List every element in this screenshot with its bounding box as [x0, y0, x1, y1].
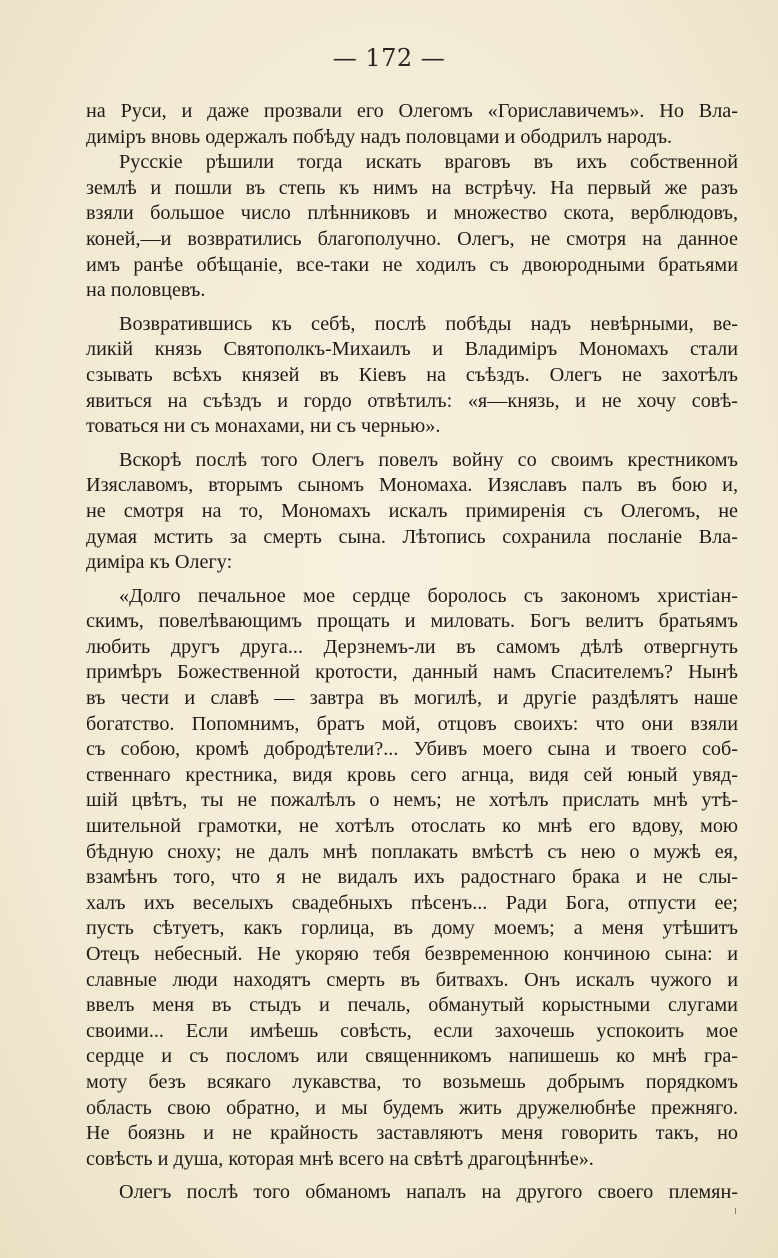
text-line: «Долго печальное мое сердце боролось съ закономъ христіан-: [119, 584, 738, 607]
text-line: шій цвѣтъ, ты не пожалѣлъ о немъ; не хотѣлъ прислать мнѣ утѣ-: [86, 789, 738, 812]
text-line: совѣсть и душа, которая мнѣ всего на свѣтѣ драгоцѣннѣе».: [86, 1147, 594, 1170]
paper-speck: [735, 1208, 736, 1214]
text-line: халъ ихъ веселыхъ свадебныхъ пѣсенъ... Ради Бога, отпусти ее;: [86, 891, 738, 914]
text-line: ввелъ меня въ стыдъ и печаль, обманутый корыстными слугами: [86, 994, 738, 1017]
page-number: — 172 —: [332, 44, 446, 72]
text-line: сзывать всѣхъ князей въ Кіевъ на съѣздъ. Олегъ не захотѣлъ: [86, 363, 738, 386]
text-line: имъ ранѣе обѣщаніе, все-таки не ходилъ съ двоюродными братьями: [86, 253, 738, 276]
text-line: товаться ни съ монахами, ни съ чернью».: [86, 415, 441, 438]
text-line: Вскорѣ послѣ того Олегъ повелъ войну со своимъ крестникомъ: [119, 448, 738, 471]
paragraph: [86, 150, 738, 304]
text-line: моту безъ всякаго лукавства, то возьмешь добрымъ порядкомъ: [86, 1070, 738, 1093]
text-line: примѣръ Божественной кротости, данный намъ Спасителемъ? Нынѣ: [86, 661, 738, 684]
text-line: любить другъ друга... Дерзнемъ-ли въ самомъ дѣлѣ отвергнуть: [86, 635, 738, 658]
paragraph: [86, 99, 738, 150]
text-line: Русскіе рѣшили тогда искать враговъ въ ихъ собственной: [119, 151, 738, 174]
text-line: Отецъ небесный. Не укоряю тебя безвременною кончиною сына: и: [86, 943, 738, 965]
text-line: пусть сѣтуетъ, какъ горлица, въ дому моемъ; а меня утѣшитъ: [86, 917, 738, 940]
paragraph: [86, 448, 738, 576]
text-line: сердце и съ посломъ или священникомъ напишешь ко мнѣ гра-: [86, 1045, 738, 1068]
text-line: явиться на съѣздъ и гордо отвѣтилъ: «я—князь, и не хочу совѣ-: [86, 389, 738, 412]
body-text: [86, 99, 738, 1206]
text-line: область свою обратно, и мы будемъ жить дружелюбнѣе прежняго.: [86, 1096, 738, 1119]
text-line: землѣ и пошли въ степь къ нимъ на встрѣчу. На первый же разъ: [86, 176, 738, 199]
text-line: въ чести и славѣ — завтра въ могилѣ, и другіе раздѣлятъ наше: [86, 687, 738, 710]
text-line: богатство. Попомнимъ, братъ мой, отцовъ своихъ: что они взяли: [86, 712, 738, 735]
text-line: взамѣнъ того, что я не видалъ ихъ радостнаго брака и не слы-: [86, 866, 738, 889]
text-line: на Руси, и даже прозвали его Олегомъ «Гориславичемъ». Но Вла-: [86, 100, 738, 122]
text-line: ликій князь Святополкъ-Михаилъ и Владиміръ Мономахъ стали: [86, 338, 738, 361]
text-line: взяли большое число плѣнниковъ и множество скота, верблюдовъ,: [86, 202, 738, 225]
text-line: славные люди находятъ смерть въ битвахъ. Онъ искалъ чужого и: [86, 968, 738, 991]
text-line: Изяславомъ, вторымъ сыномъ Мономаха. Изяславъ палъ въ бою и,: [86, 474, 738, 497]
text-line: коней,—и возвратились благополучно. Олегъ, не смотря на данное: [86, 227, 738, 250]
text-line: Олегъ послѣ того обманомъ напалъ на другого своего племян-: [119, 1181, 738, 1204]
paragraph: [86, 1180, 738, 1206]
text-line: диміра къ Олегу:: [86, 551, 233, 574]
text-line: Не боязнь и не крайность заставляютъ меня говорить такъ, но: [86, 1122, 738, 1145]
text-line: своими... Если имѣешь совѣсть, если захочешь успокоить мое: [86, 1019, 738, 1042]
text-line: на половцевъ.: [86, 279, 206, 302]
text-line: скимъ, повелѣвающимъ прощать и миловать. Богъ велитъ братьямъ: [86, 610, 738, 633]
quoted-letter: [86, 584, 738, 1173]
text-line: не смотря на то, Мономахъ искалъ примиренія съ Олегомъ, не: [86, 499, 738, 522]
text-line: думая мстить за смерть сына. Лѣтопись сохранила посланіе Вла-: [86, 525, 738, 548]
paragraph: [86, 312, 738, 440]
text-line: Возвратившись къ себѣ, послѣ побѣды надъ невѣрными, ве-: [119, 312, 738, 335]
text-line: съ собою, кромѣ добродѣтели?... Убивъ моего сына и твоего соб-: [86, 738, 738, 761]
text-line: бѣдную сноху; не далъ мнѣ поплакать вмѣстѣ съ нею о мужѣ ея,: [86, 840, 738, 863]
text-line: ственнаго крестника, видя кровь сего агнца, видя сей юный увяд-: [86, 763, 738, 786]
text-line: диміръ вновь одержалъ побѣду надъ половцами и ободрилъ народъ.: [86, 125, 673, 148]
text-line: шительной грамотки, не хотѣлъ отослать ко мнѣ его вдову, мою: [86, 815, 738, 838]
